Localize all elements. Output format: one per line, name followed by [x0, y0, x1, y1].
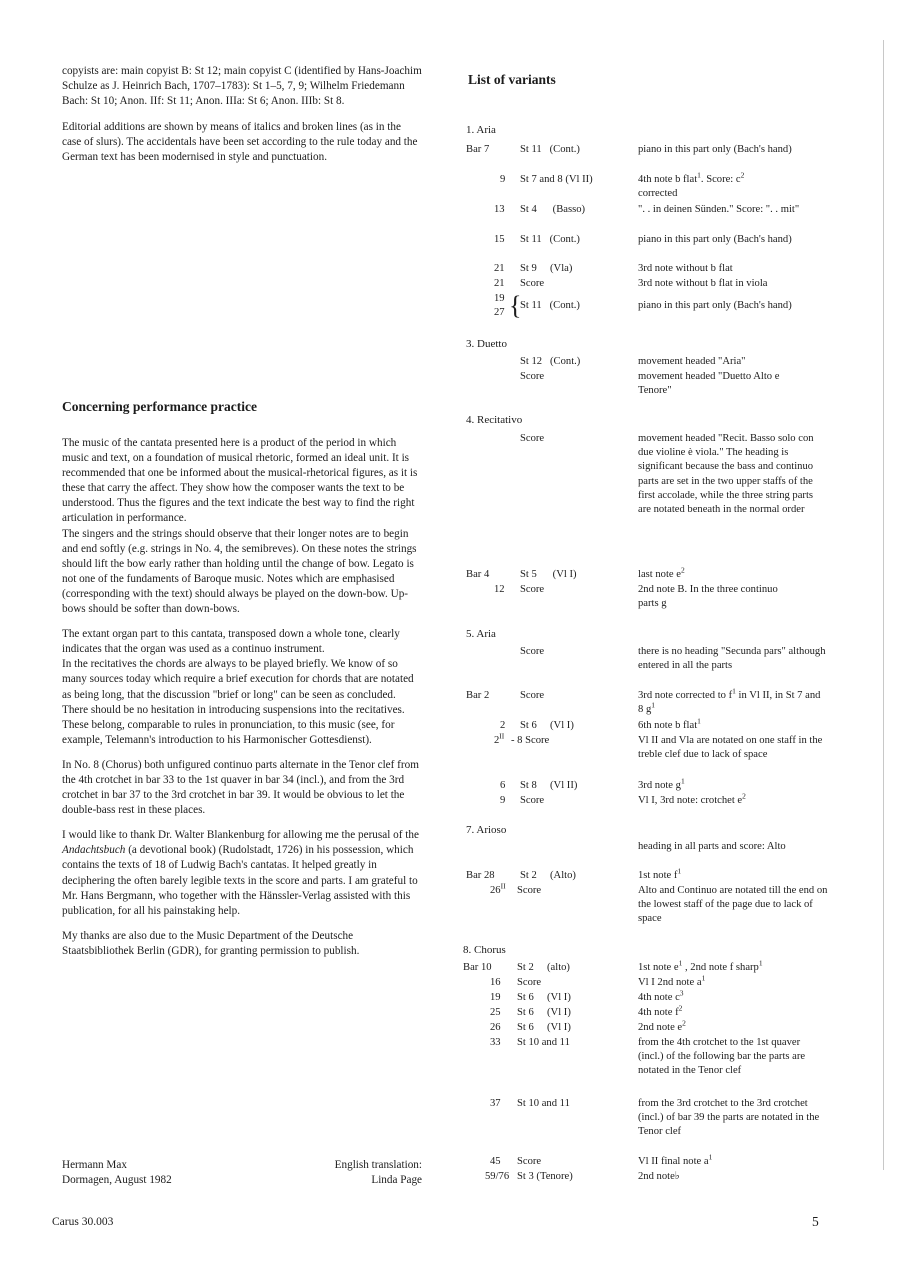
- variant-bar: Bar 4: [466, 569, 490, 580]
- variant-source: Score: [520, 584, 545, 595]
- variant-source: Score: [517, 1156, 542, 1167]
- variant-bar: 19: [490, 992, 501, 1003]
- variant-source: St 3 (Tenore): [517, 1171, 573, 1182]
- variant-bar: $26^{II}$: [490, 881, 506, 896]
- variant-description: heading in all parts and score: Alto: [638, 841, 786, 852]
- intro-column: [62, 64, 422, 175]
- variant-bar: 33: [490, 1037, 501, 1048]
- thanks-text-a: I would like to thank Dr. Walter Blankenburg for allowing me the perusal of the: [62, 829, 419, 842]
- translation-label: English translation:: [334, 1159, 422, 1171]
- brace-icon: {: [509, 291, 522, 320]
- variant-source: Score: [520, 690, 545, 701]
- variant-description: Vl I 2nd note $a^1$: [638, 973, 706, 988]
- variant-bar: 15: [494, 234, 505, 245]
- variant-description: Vl II and Vla are notated on one staff in the treble clef due to lack of space: [638, 735, 823, 761]
- variant-description: Vl I, 3rd note: crotchet $e^2$: [638, 791, 746, 806]
- variant-source: Score: [520, 795, 545, 806]
- variant-source: St 6 (Vl I): [517, 1022, 571, 1033]
- section-4-recitativo: 4. Recitativo: [466, 414, 523, 426]
- variant-description: 1st note $f^1$: [638, 866, 682, 881]
- page-edge-line: [883, 40, 884, 1170]
- variant-description: from the 4th crotchet to the 1st quaver (incl.) of the following bar the parts are notated in the Tenor clef: [638, 1037, 806, 1077]
- variant-description: piano in this part only (Bach's hand): [638, 234, 792, 245]
- variant-description: movement headed "Aria": [638, 356, 746, 367]
- variant-description: last note $e^2$: [638, 565, 685, 580]
- variant-bar: 9: [500, 795, 506, 806]
- variant-bar: 59/76: [485, 1171, 510, 1182]
- variant-source: St 11 (Cont.): [520, 144, 580, 155]
- variant-source: Score: [520, 646, 545, 657]
- andachtsbuch-title: Andachtsbuch: [62, 844, 126, 857]
- variant-description: 2nd note $e^2$: [638, 1018, 686, 1033]
- author-place-date: Dormagen, August 1982: [62, 1174, 172, 1187]
- intro-paragraph-editorial: Editorial additions are shown by means of italics and broken lines (as in the case of slurs). The accidentals have been set according to the rule today and the German text has been modernised in style and punctuation.: [62, 120, 418, 164]
- variant-bar: 12: [494, 584, 505, 595]
- variant-bar: 21: [494, 278, 505, 289]
- variant-source: St 2 (Alto): [520, 870, 576, 881]
- paragraph-rhetoric: The music of the cantata presented here is a product of the period in which music and text, on a foundation of musical rhetoric, formed an ideal unit. It is recommended that one be informed about the musical-rhetorical figures, as it is these that carry the affect. They show how the composer wants the text to be understood. Thus the figures and the text indicate the best way to find the right articulation in performance.: [62, 437, 418, 525]
- variant-source: St 4 (Basso): [520, 204, 586, 215]
- paragraph-strings: The singers and the strings should observe that their longer notes are to begin and end softly (e.g. strings in No. 4, the semibreves). On these notes the strings should lift the bow early rather than holding until the change of bow. Legato is not one of the fundaments of Baroque music. Notes which are emphasised (corresponding with the text) should always be played on the down-bow. Up-bows should be softer than down-bows.: [62, 527, 417, 616]
- variant-description: movement headed "Recit. Basso solo con due violine è viola." The heading is significant because the bass and continuo parts are set in the two upper staffs of the first accolade, while the three string parts are notated beneath in the normal order: [638, 433, 814, 516]
- variant-source: St 11 (Cont.): [520, 300, 580, 311]
- variant-bar: 21: [494, 263, 505, 274]
- variant-source: St 10 and 11: [517, 1037, 570, 1048]
- variant-description: 6th note b flat$^1$: [638, 716, 701, 731]
- variant-description: movement headed "Duetto Alto e Tenore": [638, 371, 780, 397]
- section-8-chorus: 8. Chorus: [463, 944, 506, 956]
- variant-source: Score: [520, 433, 545, 444]
- paragraph-thanks: [62, 828, 422, 919]
- variant-source: St 10 and 11: [517, 1098, 570, 1109]
- variant-bar: $2^{II}$: [494, 731, 505, 746]
- translator-name: Linda Page: [371, 1174, 422, 1187]
- variant-description: 4th note $c^3$: [638, 988, 684, 1003]
- variant-source: St 9 (Vla): [520, 263, 573, 274]
- variant-description: 4th note $f^2$: [638, 1003, 683, 1018]
- variant-bar: Bar 7: [466, 144, 490, 155]
- variant-source: St 7 and 8 (Vl II): [520, 174, 593, 185]
- variant-bar: 16: [490, 977, 501, 988]
- variant-source: St 6 (Vl I): [517, 992, 571, 1003]
- paragraph-library: My thanks are also due to the Music Department of the Deutsche Staatsbibliothek Berlin (GDR), for granting permission to publish.: [62, 929, 360, 957]
- variant-description: 2nd note♭: [638, 1171, 680, 1182]
- variant-bar: 25: [490, 1007, 501, 1018]
- variant-source: Score: [520, 371, 545, 382]
- variant-bar: 37: [490, 1098, 501, 1109]
- variant-bar: Bar 2: [466, 690, 490, 701]
- catalog-number: Carus 30.003: [52, 1216, 114, 1228]
- variant-description: Alto and Continuo are notated till the end on the lowest staff of the page due to lack of space: [638, 885, 828, 925]
- variant-bar: 19: [494, 293, 505, 304]
- variant-description: piano in this part only (Bach's hand): [638, 144, 792, 155]
- variant-description: 2nd note B. In the three continuo parts g: [638, 584, 778, 610]
- variant-source: Score: [517, 977, 542, 988]
- section-7-arioso: 7. Arioso: [466, 824, 507, 836]
- variant-bar: Bar 10: [463, 962, 492, 973]
- variant-description: 3rd note $g^1$: [638, 776, 685, 791]
- section-5-aria: 5. Aria: [466, 628, 496, 640]
- variant-source: St 12 (Cont.): [520, 356, 581, 367]
- paragraph-organ: The extant organ part to this cantata, transposed down a whole tone, clearly indicates that the organ was used as a continuo instrument.: [62, 628, 400, 656]
- variant-source: St 11 (Cont.): [520, 234, 580, 245]
- variant-bar: 26: [490, 1022, 501, 1033]
- variant-description: ". . in deinen Sünden." Score: ". . mit": [638, 204, 800, 215]
- variant-bar: 45: [490, 1156, 501, 1167]
- section-3-duetto: 3. Duetto: [466, 338, 507, 350]
- variant-bar: 27: [494, 307, 505, 318]
- variant-description: 4th note b flat$^1$. Score: $c^2$ corrected: [638, 170, 745, 200]
- page-number: 5: [812, 1214, 819, 1229]
- variant-bar: Bar 28: [466, 870, 495, 881]
- variant-source: Score: [517, 885, 542, 896]
- variant-description: from the 3rd crotchet to the 3rd crotchet (incl.) of bar 39 the parts are notated in the Tenor clef: [638, 1098, 820, 1138]
- variants-title: List of variants: [468, 72, 556, 87]
- variant-source: St 5 (Vl I): [520, 569, 577, 580]
- performance-practice-text: [62, 436, 422, 969]
- variant-source: St 8 (Vl II): [520, 780, 578, 791]
- variant-description: 3rd note without b flat: [638, 263, 733, 274]
- intro-paragraph-copyists: copyists are: main copyist B: St 12; main copyist C (identified by Hans-Joachim Schulze as J. Heinrich Bach, 1707–1783): St 1–5, 7, 9; Wilhelm Friedemann Bach: St 10; Anon. IIf: St 11; Anon. IIIa: St 6; Anon. IIIb: St 8.: [62, 65, 422, 108]
- variant-bar: 2: [500, 720, 506, 731]
- variant-source: St 6 (Vl I): [520, 720, 574, 731]
- variant-description: 1st note $e^1$ , 2nd note f sharp$^1$: [638, 958, 763, 973]
- variant-description: Vl II final note $a^1$: [638, 1152, 713, 1167]
- variant-description: piano in this part only (Bach's hand): [638, 300, 792, 311]
- section-1-aria: 1. Aria: [466, 124, 496, 136]
- variant-source: St 6 (Vl I): [517, 1007, 571, 1018]
- variant-description: 3rd note without b flat in viola: [638, 278, 768, 289]
- thanks-text-b: (a devotional book) (Rudolstadt, 1726) in his possession, which contains the texts of 18 of Ludwig Bach's cantatas. It helped greatly in deciphering the often barely legible texts in the score and parts. I am grateful to Mr. Hans Bergmann, who together with the Hänssler-Verlag assisted with this publication, for all his painstaking help.: [62, 844, 418, 917]
- variant-source: Score: [520, 278, 545, 289]
- paragraph-chorus: In No. 8 (Chorus) both unfigured continuo parts alternate in the Tenor clef from the 4th crotchet in bar 33 to the 1st quaver in bar 34 (incl.), and from the 3rd crotchet in bar 37 to the 3rd crotchet in bar 39. It would be obvious to let the double-bass rest in these places.: [62, 758, 419, 817]
- variant-bar: 13: [494, 204, 505, 215]
- performance-practice-heading: Concerning performance practice: [62, 399, 257, 414]
- variant-description: 3rd note corrected to $f^1$ in Vl II, in St 7 and 8 $g^1$: [638, 686, 821, 716]
- variant-source: St 2 (alto): [517, 962, 570, 973]
- variant-description: there is no heading "Secunda pars" although entered in all the parts: [638, 646, 826, 672]
- variant-bar: 9: [500, 174, 506, 185]
- variant-source: - 8 Score: [511, 735, 550, 746]
- author-name: Hermann Max: [62, 1159, 127, 1171]
- variant-bar: 6: [500, 780, 506, 791]
- paragraph-recitatives: In the recitatives the chords are always to be played briefly. We know of so many sources today which require a brief execution for chords that are notated as being long, that the discussion "brief or long" can be seen as concluded. There should be no hesitation in introducing suspensions into the recitatives. These belong, comparable to rules in pronunciation, to this music (see, for example, Telemann's introduction to his Harmonischer Gottesdienst).: [62, 658, 414, 746]
